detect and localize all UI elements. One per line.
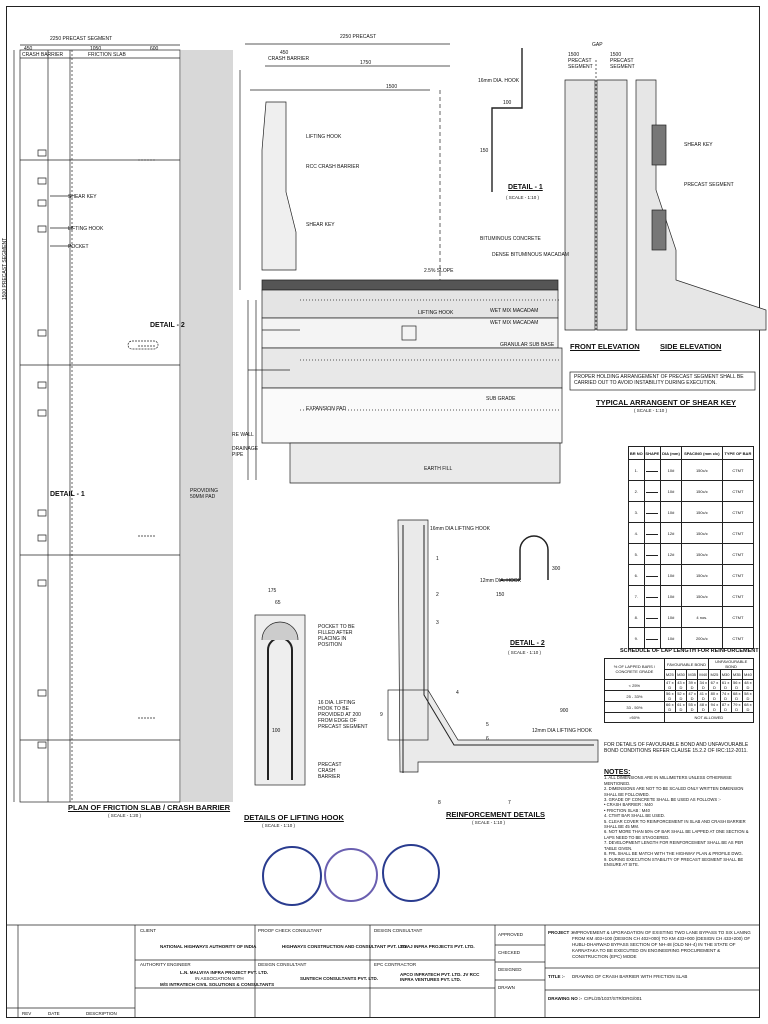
rf-title: REINFORCEMENT DETAILS — [446, 810, 546, 819]
sec-drain: DRAINAGE PIPE — [232, 446, 259, 458]
rf-scale: ( SCALE - 1:10 ) — [472, 820, 506, 825]
lap-grade: M25 — [664, 670, 675, 680]
lifting-hook-linework — [255, 615, 305, 785]
sec-slope: 2.5% SLOPE — [424, 268, 454, 274]
plan-shear-key: SHEAR KEY — [68, 194, 97, 200]
bbs-cell: CTMT — [722, 565, 753, 586]
rf-hook16: 16mm DIA LIFTING HOOK — [430, 526, 491, 532]
lap-row — [605, 713, 754, 723]
bbs-row — [629, 586, 754, 607]
lap-cell: 47 x D — [666, 680, 674, 690]
bbs-cell: 10# — [661, 607, 682, 628]
rebar-mark: 1 — [436, 556, 439, 562]
seal-3 — [382, 844, 440, 902]
lap-grade: M25 — [709, 670, 720, 680]
tb-date: DATE — [48, 1011, 60, 1016]
bar-schedule-table — [628, 446, 754, 649]
d2-label: 12mm DIA. HOOK — [480, 578, 522, 584]
bbs-cell: 1. — [629, 460, 645, 481]
note-item: 6. NOT MORE THAN 50% OF BAR SHALL BE LAPPED AT ONE SECTION & LAPS NEED TO BE STAGGERED. — [604, 829, 749, 840]
sec-d1500: 1500 — [386, 84, 398, 90]
sk-side: SIDE ELEVATION — [660, 342, 722, 351]
tb-drwno-h: DRAWING NO :- — [548, 996, 582, 1001]
tb-epc: APCO INFRATECH PVT. LTD. JV RCC INFRA VENTURES PVT. LTD. — [400, 972, 480, 982]
lap-cell: 43 x D — [677, 680, 685, 690]
tb-ds: SUNTECH CONSULTANTS PVT. LTD. — [300, 976, 378, 981]
bbs-header: SPACING (mm c/c) — [681, 447, 722, 460]
lap-cell: 80 x D — [710, 691, 719, 701]
note-item: 3. GRADE OF CONCRETE SHALL BE USED AS FOLLOWS :- — [604, 797, 721, 803]
lh-scale: ( SCALE - 1:10 ) — [262, 823, 296, 828]
notes-heading: NOTES: — [604, 769, 631, 776]
seal-1 — [262, 846, 322, 906]
bbs-cell: 9. — [629, 628, 645, 649]
tb-auth-h: AUTHORITY ENGINEER — [140, 962, 191, 967]
lap-header: UNFAVOURABLE BOND — [709, 659, 754, 670]
bbs-cell: 10# — [661, 460, 682, 481]
bbs-cell: 4. — [629, 523, 645, 544]
bbs-cell: 5. — [629, 544, 645, 565]
lh-title: DETAILS OF LIFTING HOOK — [244, 813, 344, 822]
rebar-mark: 5 — [486, 722, 489, 728]
tb-title: DRAWING OF CRASH BARRIER WITH FRICTION SLAB — [572, 974, 688, 979]
note-item: 4. CTMT BAR SHALL BE USED. — [604, 813, 665, 819]
d2-title: DETAIL - 2 — [510, 640, 545, 647]
bbs-cell: 8. — [629, 607, 645, 628]
bbs-cell: 150c/c — [681, 481, 722, 502]
bbs-cell: 200c/c — [681, 628, 722, 649]
sk-gap: GAP — [592, 42, 603, 48]
bbs-row — [629, 502, 754, 523]
rf-hook12: 12mm DIA LIFTING HOOK — [532, 728, 593, 734]
lap-grade: M35 — [687, 670, 698, 680]
note-item: • CRASH BARRIER : M40 — [604, 802, 653, 808]
lap-grade: M35 — [731, 670, 742, 680]
lap-foot: FOR DETAILS OF FAVOURABLE BOND AND UNFAVOURABLE BOND CONDITIONS REFER CLAUSE 15.2.2 OF IRC:112-2011. — [604, 742, 749, 754]
tb-proof: HIGHWAYS CONSTRUCTION AND CONSULTANT PVT. LTD. — [282, 944, 408, 949]
bbs-cell: 6. — [629, 565, 645, 586]
tb-project-h: PROJECT :- — [548, 930, 574, 935]
reinforcement-linework — [388, 520, 598, 773]
sec-bc: BITUMINOUS CONCRETE — [480, 236, 541, 242]
bbs-cell: 150c/c — [681, 586, 722, 607]
bbs-row — [629, 481, 754, 502]
bbs-cell: CTMT — [722, 481, 753, 502]
lh-d65: 65 — [275, 600, 281, 606]
bbs-row — [629, 565, 754, 586]
bbs-shape — [644, 481, 661, 502]
sec-gsb: GRANULAR SUB BASE — [500, 342, 555, 348]
rebar-mark: 2 — [436, 592, 439, 598]
plan-scale: ( SCALE - 1:20 ) — [108, 813, 142, 818]
rebar-mark: 4 — [456, 690, 459, 696]
detail1-linework — [492, 48, 522, 192]
bbs-header: DIA (mm) — [661, 447, 682, 460]
bbs-cell: 150c/c — [681, 565, 722, 586]
sk-key: SHEAR KEY — [684, 142, 713, 148]
rebar-mark: 3 — [436, 620, 439, 626]
lap-row — [605, 691, 754, 702]
plan-d600: 600 — [150, 46, 159, 52]
bbs-cell: 150c/c — [681, 502, 722, 523]
shear-key-elevation — [565, 60, 766, 390]
seal-2 — [324, 848, 378, 902]
tb-rev: REV — [22, 1011, 32, 1016]
sec-wmm2: WET MIX MACADAM — [490, 320, 539, 326]
bbs-row — [629, 544, 754, 565]
sk-scale: ( SCALE - 1:10 ) — [634, 408, 668, 413]
plan-pocket: POCKET — [68, 244, 89, 250]
lap-cell: 48 x D — [699, 702, 708, 712]
rf-d900: 900 — [560, 708, 569, 714]
plan-lifting-hook: LIFTING HOOK — [68, 226, 104, 232]
tb-epc-h: EPC CONTRACTOR — [374, 962, 417, 967]
plan-crash: CRASH BARRIER — [22, 52, 64, 58]
plan-detail2: DETAIL - 2 — [150, 322, 185, 329]
cross-section — [240, 44, 562, 483]
d2-scale: ( SCALE - 1:10 ) — [508, 650, 542, 655]
bbs-cell: CTMT — [722, 628, 753, 649]
lap-cell: 48 x D — [744, 680, 752, 690]
d1-label: 16mm DIA. HOOK — [478, 78, 520, 84]
note-item: 7. DEVELOPMENT LENGTH FOR REINFORCEMENT SHALL BE AS PER TABLE GIVEN. — [604, 840, 744, 851]
bbs-cell: 150c/c — [681, 523, 722, 544]
lap-cell: 25 - 33% — [605, 691, 665, 702]
sec-subgrade: SUB GRADE — [486, 396, 516, 402]
lap-length-table — [604, 658, 754, 723]
rebar-mark: 8 — [438, 800, 441, 806]
d1-scale: ( SCALE - 1:10 ) — [506, 195, 540, 200]
lap-cell: >50% — [605, 713, 665, 723]
bbs-shape — [644, 460, 661, 481]
tb-proof-h: PROOF CHECK CONSULTANT — [258, 928, 323, 933]
rebar-mark: 6 — [486, 736, 489, 742]
lap-grade: M40 — [698, 670, 709, 680]
sec-shear-key: SHEAR KEY — [306, 222, 335, 228]
tb-project: IMPROVEMENT & UPGRADATION OF EXISTING TWO LANE BYPASS TO SIX LANING FROM KM 403+100 (DESIGN CH 402+000) TO KM 433+000 (DESIGN CH 433+200) OF HUBLI-DHARWAD BYPASS SECTION OF NH-48 (OLD NH-4) IN THE STATE OF KARNATAKA TO BE EXECUTED ON ENGINEERING PROCUREMENT & CONSTRUCTION (EPC) MODE — [572, 930, 751, 959]
d2-d300: 300 — [552, 566, 561, 572]
bbs-header: BR NO — [629, 447, 645, 460]
bbs-cell: CTMT — [722, 544, 753, 565]
lap-cell: 79 x D — [732, 702, 741, 712]
bbs-cell: CTMT — [722, 607, 753, 628]
lap-cell: 56 x D — [732, 680, 741, 690]
note-item: 9. DURING EXECUTION STABILITY OF PRECAST SEGMENT SHALL BE ENSURE AT SITE. — [604, 856, 744, 867]
plan-d450: 450 — [24, 46, 33, 52]
tb-design-h: DESIGN CONSULTANT — [374, 928, 423, 933]
bbs-header: SHAPE — [644, 447, 661, 460]
tb-client-h: CLIENT — [140, 928, 157, 933]
lap-grade: M40 — [742, 670, 753, 680]
d1-d100: 100 — [503, 100, 512, 106]
tb-auth3: M/S INTRATECH CIVIL SOLUTIONS & CONSULTANTS — [160, 982, 275, 987]
lap-grade: M30 — [720, 670, 731, 680]
lh-d175: 175 — [268, 588, 277, 594]
lap-cell: 58 x D — [744, 691, 752, 701]
note-item: 5. CLEAR COVER TO REINFORCEMENT IN SLAB AND CRASH BARRIER SHALL BE 45 MM. — [604, 818, 746, 830]
sec-crash: CRASH BARRIER — [268, 56, 310, 62]
plan-title: PLAN OF FRICTION SLAB / CRASH BARRIER — [68, 803, 231, 812]
lap-cell: 66 x D — [666, 702, 674, 712]
bbs-cell: 10# — [661, 481, 682, 502]
plan-seg-side: 1500 PRECAST SEGMENT — [2, 237, 8, 300]
tb-drawn: DRAWN — [498, 985, 515, 990]
plan-friction: FRICTION SLAB — [88, 52, 126, 58]
lap-cell: 41 x D — [699, 691, 708, 701]
lap-cell: 74 x D — [721, 691, 730, 701]
sk-seg3: PRECAST SEGMENT — [684, 182, 734, 188]
tb-title-h: TITLE :- — [548, 974, 565, 979]
lap-cell: 47 x D — [688, 691, 696, 701]
lap-header: FAVOURABLE BOND — [664, 659, 709, 670]
lap-grade: M30 — [675, 670, 686, 680]
plan-view — [14, 45, 233, 802]
lap-cell: 61 x D — [721, 680, 730, 690]
bbs-cell: 3. — [629, 502, 645, 523]
sec-rcc: RCC CRASH BARRIER — [306, 164, 360, 170]
d2-d150: 150 — [496, 592, 505, 598]
bbs-row — [629, 523, 754, 544]
bbs-cell: CTMT — [722, 586, 753, 607]
lh-d100: 100 — [272, 728, 281, 734]
sk-title: TYPICAL ARRANGENT OF SHEAR KEY — [596, 398, 737, 407]
plan-seg-top: 2250 PRECAST SEGMENT — [50, 36, 113, 42]
sk-front: FRONT ELEVATION — [570, 342, 640, 351]
lap-cell: 34 x D — [699, 680, 708, 690]
lh-barrier: PRECAST CRASH BARRIER — [318, 762, 342, 780]
bbs-shape — [644, 544, 661, 565]
bbs-row — [629, 460, 754, 481]
bbs-cell: 150c/c — [681, 460, 722, 481]
bbs-shape — [644, 502, 661, 523]
lap-cell: NOT ALLOWED — [664, 713, 753, 723]
lap-cell: 39 x D — [688, 680, 696, 690]
bbs-cell: 10# — [661, 565, 682, 586]
bbs-row — [629, 607, 754, 628]
sec-rewall: RE WALL — [232, 432, 254, 438]
tb-designed: DESIGNED — [498, 967, 522, 972]
bbs-cell: 10# — [661, 586, 682, 607]
sec-lifting-hook: LIFTING HOOK — [306, 134, 342, 140]
plan-d1050: 1050 — [90, 46, 102, 52]
bbs-cell: CTMT — [722, 460, 753, 481]
tb-checked: CHECKED — [498, 950, 521, 955]
lh-pocket: POCKET TO BE FILLED AFTER PLACING IN POSITION — [318, 624, 355, 648]
bbs-shape — [644, 565, 661, 586]
d1-title: DETAIL - 1 — [508, 184, 543, 191]
tb-drwno: CIPL/20/1037/STR/DRG/001 — [584, 996, 642, 1001]
d1-d150: 150 — [480, 148, 489, 154]
bbs-cell: 150c/c — [681, 544, 722, 565]
lap-header: % OF LAPPED BARS / CONCRETE GRADE — [605, 659, 665, 680]
bbs-shape — [644, 586, 661, 607]
plan-detail1: DETAIL - 1 — [50, 491, 85, 498]
lh-hook: 16 DIA. LIFTING HOOK TO BE PROVIDED AT 200 FROM EDGE OF PRECAST SEGMENT — [318, 700, 368, 730]
bbs-cell: 10# — [661, 502, 682, 523]
bbs-header: TYPE OF BAR — [722, 447, 753, 460]
bbs-cell: 12# — [661, 523, 682, 544]
lap-cell: 68 x D — [744, 702, 752, 712]
lap-cell: 52 x D — [677, 691, 685, 701]
bbs-shape — [644, 523, 661, 544]
bbs-cell: CTMT — [722, 502, 753, 523]
plan-bearing: PROVIDING 50MM PAD — [190, 488, 219, 500]
tb-ds-h: DESIGN CONSULTANT — [258, 962, 307, 967]
sec-top: 2250 PRECAST — [340, 34, 377, 40]
sec-d450: 450 — [280, 50, 289, 56]
lap-title: SCHEDULE OF LAP LENGTH FOR REINFORCEMENT — [620, 648, 759, 654]
sk-note: PROPER HOLDING ARRANGEMENT OF PRECAST SEGMENT SHALL BE CARRIED OUT TO AVOID INSTABILITY DURING EXECUTION. — [574, 374, 744, 386]
lap-cell: 33 - 50% — [605, 702, 665, 713]
bbs-cell: 7. — [629, 586, 645, 607]
rebar-mark: 7 — [508, 800, 511, 806]
tb-auth: L.N. MALVIYA INFRA PROJECT PVT. LTD. — [180, 970, 269, 975]
sec-wmm1: WET MIX MACADAM — [490, 308, 539, 314]
sk-seg2: 1500 PRECAST SEGMENT — [610, 52, 635, 70]
lap-row — [605, 702, 754, 713]
note-item: 2. DIMENSIONS ARE NOT TO BE SCALED ONLY WRITTEN DIMENSION SHALL BE FOLLOWED. — [604, 786, 744, 797]
sec-d1750: 1750 — [360, 60, 372, 66]
sec-earth: EARTH FILL — [424, 466, 453, 472]
bbs-row — [629, 628, 754, 649]
lap-cell: 94 x D — [710, 702, 719, 712]
tb-approved: APPROVED — [498, 932, 524, 937]
sk-seg1: 1500 PRECAST SEGMENT — [568, 52, 593, 70]
rebar-mark: 9 — [380, 712, 383, 718]
bbs-cell: 2. — [629, 481, 645, 502]
sec-dbm: DENSE BITUMINOUS MACADAM — [492, 252, 569, 258]
note-item: • FRICTION SLAB : M40 — [604, 807, 650, 813]
tb-desc: DESCRIPTION — [86, 1011, 117, 1016]
tb-client: NATIONAL HIGHWAYS AUTHORITY OF INDIA — [160, 944, 257, 949]
note-item: 1. ALL DIMENSIONS ARE IN MILLIMETERS UNLESS OTHERWISE MENTIONED. — [604, 775, 732, 786]
sec-lh2: LIFTING HOOK — [418, 310, 454, 316]
lap-cell: < 25% — [605, 680, 665, 691]
bbs-cell: 10# — [661, 628, 682, 649]
sec-exp: EXPANSION PAD — [306, 406, 347, 412]
bbs-cell: CTMT — [722, 523, 753, 544]
note-item: 8. FRL SHALL BE MATCH WITH THE HIGHWAY PLAN & PROFILE DWG. — [604, 851, 743, 857]
lap-row — [605, 680, 754, 691]
bbs-cell: 4 nos. — [681, 607, 722, 628]
lap-cell: 55 x D — [688, 702, 696, 712]
bbs-shape — [644, 607, 661, 628]
lap-cell: 56 x D — [666, 691, 674, 701]
lap-cell: 68 x D — [732, 691, 741, 701]
tb-auth2: IN ASSOCIATION WITH — [195, 976, 244, 981]
lap-cell: 61 x D — [677, 702, 685, 712]
lap-cell: 67 x D — [710, 680, 719, 690]
tb-design: SIVAJ INFRA PROJECTS PVT. LTD. — [400, 944, 475, 949]
bbs-cell: 12# — [661, 544, 682, 565]
lap-cell: 87 x D — [721, 702, 730, 712]
notes-block — [604, 770, 754, 867]
bbs-shape — [644, 628, 661, 649]
